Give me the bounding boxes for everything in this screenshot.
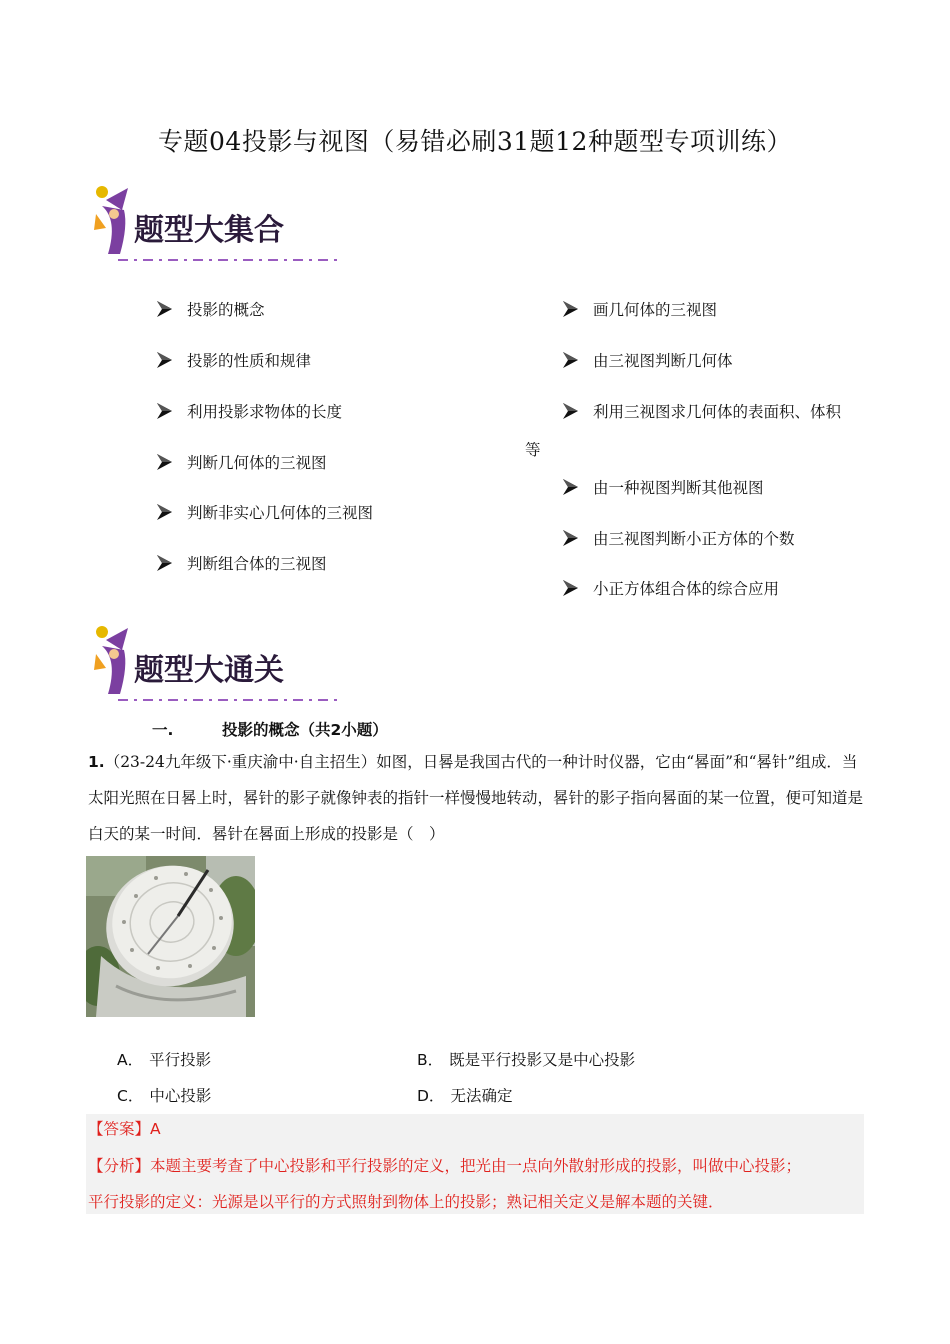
- topic-item: 画几何体的三视图: [561, 298, 717, 320]
- arrow-icon: [561, 579, 579, 597]
- question-number: 1.: [88, 753, 105, 771]
- banner-question-practice: [88, 620, 350, 710]
- arrow-icon: [155, 503, 173, 521]
- analysis-line-1: 【分析】本题主要考查了中心投影和平行投影的定义，把光由一点向外散射形成的投影，叫做中心投影；: [88, 1157, 802, 1175]
- topic-item: 小正方体组合体的综合应用: [561, 577, 779, 599]
- wizard-icon: [94, 626, 128, 694]
- arrow-icon: [155, 453, 173, 471]
- banner-question-types: [88, 180, 350, 270]
- arrow-icon: [561, 300, 579, 318]
- topic-item: 投影的概念: [155, 298, 265, 320]
- topic-item: 由一种视图判断其他视图: [561, 476, 764, 498]
- topic-item: 利用三视图求几何体的表面积、体积: [561, 400, 841, 422]
- topic-item: 由三视图判断几何体: [561, 349, 733, 371]
- topic-item: 判断几何体的三视图: [155, 451, 327, 473]
- topic-item: 利用投影求物体的长度: [155, 400, 342, 422]
- arrow-icon: [561, 529, 579, 547]
- banner-text: 题型大通关: [134, 653, 284, 688]
- arrow-icon: [155, 300, 173, 318]
- question-text: （23-24九年级下·重庆渝中·自主招生）如图，日晷是我国古代的一种计时仪器，它由“晷面”和“晷针”组成．当太阳光照在日晷上时，晷针的影子就像钟表的指针一样慢慢地转动，晷针的影子指向晷面的某一位置，便可知道是白天的某一时间．晷针在晷面上形成的投影是（ ）: [88, 753, 864, 843]
- answer-box: [86, 1114, 864, 1214]
- question-1: [88, 744, 863, 852]
- arrow-icon: [155, 402, 173, 420]
- page-title: 专题04投影与视图（易错必刷31题12种题型专项训练）: [158, 127, 792, 156]
- section-number: 一.: [152, 721, 174, 739]
- analysis-line-2: 平行投影的定义：光源是以平行的方式照射到物体上的投影；熟记相关定义是解本题的关键．: [88, 1193, 724, 1211]
- arrow-icon: [155, 351, 173, 369]
- topic-item: 投影的性质和规律: [155, 349, 311, 371]
- section-title: 投影的概念（共2小题）: [222, 721, 388, 739]
- etc-text: 等: [525, 441, 541, 459]
- option-c[interactable]: C． 中心投影: [117, 1087, 212, 1105]
- option-a[interactable]: A． 平行投影: [117, 1051, 212, 1069]
- option-d[interactable]: D． 无法确定: [417, 1087, 513, 1105]
- arrow-icon: [561, 351, 579, 369]
- arrow-icon: [155, 554, 173, 572]
- topic-item: 由三视图判断小正方体的个数: [561, 527, 795, 549]
- arrow-icon: [561, 402, 579, 420]
- sundial-image: [86, 856, 255, 1017]
- wizard-icon: [94, 186, 128, 254]
- arrow-icon: [561, 478, 579, 496]
- answer-line: 【答案】A: [88, 1120, 161, 1138]
- topic-item: 判断组合体的三视图: [155, 552, 327, 574]
- option-b[interactable]: B． 既是平行投影又是中心投影: [417, 1051, 636, 1069]
- section-heading: [152, 718, 388, 740]
- topic-item: 判断非实心几何体的三视图: [155, 501, 373, 523]
- banner-text: 题型大集合: [134, 213, 284, 248]
